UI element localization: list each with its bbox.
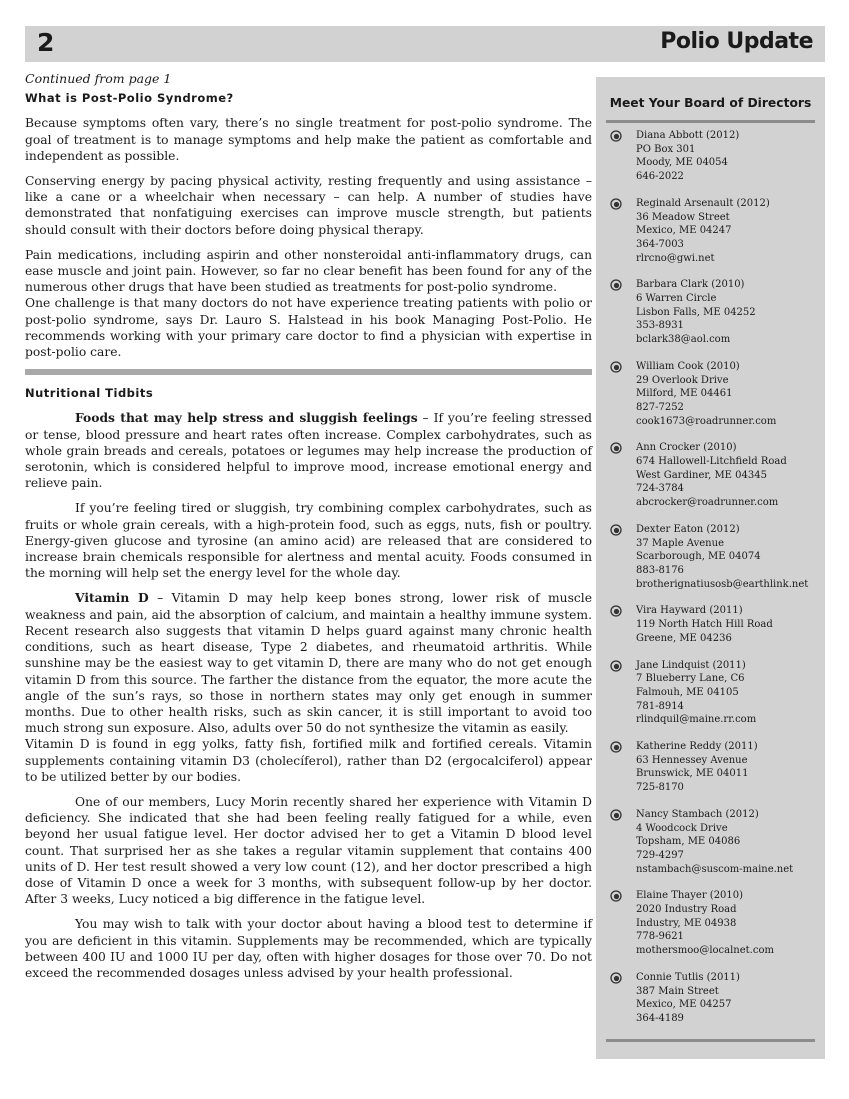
member-entry — [606, 278, 821, 347]
member-entry — [606, 740, 821, 795]
member-name: Ann Crocker (2010) — [636, 442, 737, 454]
member-name: Nancy Stambach (2012) — [636, 808, 759, 820]
member-detail: 4 Woodcock Drive — [636, 822, 728, 834]
member-detail: Brunswick, ME 04011 — [636, 768, 749, 780]
member-name: Dexter Eaton (2012) — [636, 523, 740, 535]
member-detail: 119 North Hatch Hill Road — [636, 619, 773, 631]
circle-bullet-icon — [610, 890, 622, 902]
member-detail: 6 Warren Circle — [636, 293, 717, 305]
member-detail: 674 Hallowell-Litchfield Road — [636, 456, 787, 468]
member-detail: rlindquil@maine.rr.com — [636, 714, 757, 726]
member-name: Connie Tutlis (2011) — [636, 971, 740, 983]
member-detail: 364-7003 — [636, 238, 684, 250]
paragraph-text: – If you’re feeling stressed or tense, blood pressure and heart rates often increase. Complex carbohydrates, such as whole grain breads and cereals, potatoes or legumes may help increase the production of serotonin, which is considered helpful to improve mood, increase emotional energy and relieve pain. — [25, 411, 592, 491]
circle-bullet-icon — [610, 130, 622, 142]
sidebar-divider — [606, 120, 815, 123]
paragraph: Conserving energy by pacing physical activity, resting frequently and using assistance – like a cane or a wheelchair when necessary – can help. A number of studies have demonstrated that nonfatiguing exercises can improve muscle strength, but patients should consult with their doctors before doing physical therapy. — [25, 174, 592, 237]
paragraph — [25, 590, 592, 736]
board-of-directors-sidebar — [596, 77, 825, 1059]
continued-note: Continued from page 1 — [25, 71, 172, 86]
member-detail: Milford, ME 04461 — [636, 388, 733, 400]
circle-bullet-icon — [610, 279, 622, 291]
member-list — [606, 129, 821, 1039]
member-detail: 387 Main Street — [636, 985, 719, 997]
member-name: Vira Hayward (2011) — [636, 605, 743, 617]
member-detail: 724-3784 — [636, 483, 684, 495]
paragraph: You may wish to talk with your doctor about having a blood test to determine if you are deficient in this vitamin. Supplements may be recommended, which are typically between 400 IU and 1000 IU per day, often with higher dosages for those over 70. Do not exceed the recommended dosages unless advised by your health professional. — [25, 917, 592, 980]
paragraph-lead: Vitamin D — [75, 590, 149, 606]
newsletter-title: Polio Update — [660, 29, 813, 54]
paragraph: One of our members, Lucy Morin recently shared her experience with Vitamin D deficiency. She indicated that she had been feeling really fatigued for a while, even beyond her usual fatigue level. Her doctor advised her to get a Vitamin D blood level count. That surprised her as she takes a regular vitamin supplement that contains 400 units of D. Her test result showed a very low count (12), and her doctor prescribed a high dose of Vitamin D once a week for 3 months, with subsequent follow-up by her doctor. After 3 weeks, Lucy noticed a big difference in the fatigue level. — [25, 794, 592, 907]
member-detail: 7 Blueberry Lane, C6 — [636, 673, 745, 685]
member-name: William Cook (2010) — [636, 360, 740, 372]
member-detail: Topsham, ME 04086 — [636, 836, 741, 848]
member-name: Barbara Clark (2010) — [636, 279, 745, 291]
paragraph: Vitamin D is found in egg yolks, fatty fish, fortified milk and fortified cereals. Vitamin supplements containing vitamin D3 (cholecíferol), rather than D2 (ergocalciferol) appear to be utilized better by our bodies. — [25, 737, 592, 784]
paragraph: One challenge is that many doctors do not have experience treating patients with polio or post-polio syndrome, says Dr. Lauro S. Halstead in his book Managing Post-Polio. He recommends working with your primary care doctor to find a physician with expertise in post-polio care. — [25, 296, 592, 360]
member-detail: 781-8914 — [636, 700, 684, 712]
member-entry — [606, 360, 821, 429]
section-heading-nutrition: Nutritional Tidbits — [25, 386, 154, 401]
member-detail: 2020 Industry Road — [636, 904, 737, 916]
circle-bullet-icon — [610, 741, 622, 753]
paragraph-lead: Foods that may help stress and sluggish feelings — [75, 410, 418, 426]
member-detail: 364-4189 — [636, 1012, 684, 1024]
member-detail: rlrcno@gwi.net — [636, 252, 715, 264]
page-number: 2 — [37, 28, 55, 57]
circle-bullet-icon — [610, 442, 622, 454]
member-name: Elaine Thayer (2010) — [636, 890, 744, 902]
member-detail: 883-8176 — [636, 564, 684, 576]
circle-bullet-icon — [610, 972, 622, 984]
section-heading-post-polio: What is Post-Polio Syndrome? — [25, 91, 234, 106]
circle-bullet-icon — [610, 809, 622, 821]
member-detail: abcrocker@roadrunner.com — [636, 497, 779, 509]
member-detail: bclark38@aol.com — [636, 334, 731, 346]
member-name: Reginald Arsenault (2012) — [636, 197, 770, 209]
member-entry — [606, 659, 821, 728]
member-detail: 725-8170 — [636, 782, 684, 794]
main-column — [25, 71, 592, 990]
member-entry — [606, 971, 821, 1026]
member-detail: 353-8931 — [636, 320, 684, 332]
section-divider — [25, 369, 592, 375]
member-detail: Greene, ME 04236 — [636, 632, 732, 644]
member-detail: mothersmoo@localnet.com — [636, 945, 774, 957]
sidebar-divider — [606, 1039, 815, 1042]
member-detail: 778-9621 — [636, 931, 684, 943]
member-detail: PO Box 301 — [636, 143, 696, 155]
member-detail: Lisbon Falls, ME 04252 — [636, 306, 756, 318]
member-name: Diana Abbott (2012) — [636, 130, 740, 141]
member-detail: nstambach@suscom-maine.net — [636, 863, 794, 875]
member-entry — [606, 441, 821, 510]
page-header — [25, 26, 825, 62]
member-detail: 63 Hennessey Avenue — [636, 754, 748, 766]
member-detail: Scarborough, ME 04074 — [636, 551, 761, 563]
member-entry — [606, 523, 821, 592]
member-detail: 729-4297 — [636, 849, 684, 861]
member-name: Jane Lindquist (2011) — [636, 659, 746, 671]
circle-bullet-icon — [610, 198, 622, 210]
paragraph — [25, 410, 592, 491]
member-detail: 36 Meadow Street — [636, 211, 730, 223]
member-entry — [606, 808, 821, 877]
member-name: Katherine Reddy (2011) — [636, 741, 758, 753]
member-entry — [606, 197, 821, 266]
member-entry — [606, 604, 821, 645]
member-detail: 29 Overlook Drive — [636, 374, 729, 386]
circle-bullet-icon — [610, 660, 622, 672]
member-entry — [606, 889, 821, 958]
paragraph: Because symptoms often vary, there’s no single treatment for post-polio syndrome. The goal of treatment is to manage symptoms and help make the patient as comfortable and independent as possible. — [25, 116, 592, 163]
member-detail: Moody, ME 04054 — [636, 157, 728, 169]
member-detail: Mexico, ME 04247 — [636, 225, 732, 237]
circle-bullet-icon — [610, 361, 622, 373]
member-detail: Mexico, ME 04257 — [636, 999, 732, 1011]
sidebar-title: Meet Your Board of Directors — [609, 96, 812, 110]
circle-bullet-icon — [610, 605, 622, 617]
member-entry — [606, 129, 821, 184]
member-detail: 827-7252 — [636, 401, 684, 413]
paragraph: If you’re feeling tired or sluggish, try combining complex carbohydrates, such as fruits or whole grain cereals, with a high-protein food, such as eggs, nuts, fish or poultry. Energy-given glucose and tyrosine (an amino acid) are released that are considered to increase brain chemicals responsible for alertness and mental acuity. Foods consumed in the morning will help set the energy level for the whole day. — [25, 501, 592, 581]
member-detail: brotherignatiusosb@earthlink.net — [636, 578, 809, 590]
paragraph-text: – Vitamin D may help keep bones strong, lower risk of muscle weakness and pain, aid the absorption of calcium, and maintain a healthy immune system. Recent research also suggests that vitamin D helps guard against many chronic health conditions, such as heart disease, Type 2 diabetes, and rheumatoid arthritis. While sunshine may be the easiest way to get vitamin D, there are many who do not get enough vitamin D from this source. The farther the distance from the equator, the more acute the angle of the sun’s rays, so those in northern states may only get enough in summer months. Due to other health risks, such as skin cancer, it is still important to avoid too much strong sun exposure. Also, adults over 50 do not synthesize the vitamin as easily. — [25, 591, 592, 736]
member-detail: cook1673@roadrunner.com — [636, 415, 777, 427]
paragraph: Pain medications, including aspirin and other nonsteroidal anti-inflammatory drugs, can ease muscle and joint pain. However, so far no clear benefit has been found for any of the numerous other drugs that have been studied as treatments for post-polio syndrome. — [25, 247, 592, 295]
member-detail: West Gardiner, ME 04345 — [636, 469, 767, 481]
member-detail: Falmouh, ME 04105 — [636, 686, 739, 698]
circle-bullet-icon — [610, 524, 622, 536]
member-detail: 646-2022 — [636, 171, 684, 183]
member-detail: 37 Maple Avenue — [636, 537, 724, 549]
member-detail: Industry, ME 04938 — [636, 917, 737, 929]
